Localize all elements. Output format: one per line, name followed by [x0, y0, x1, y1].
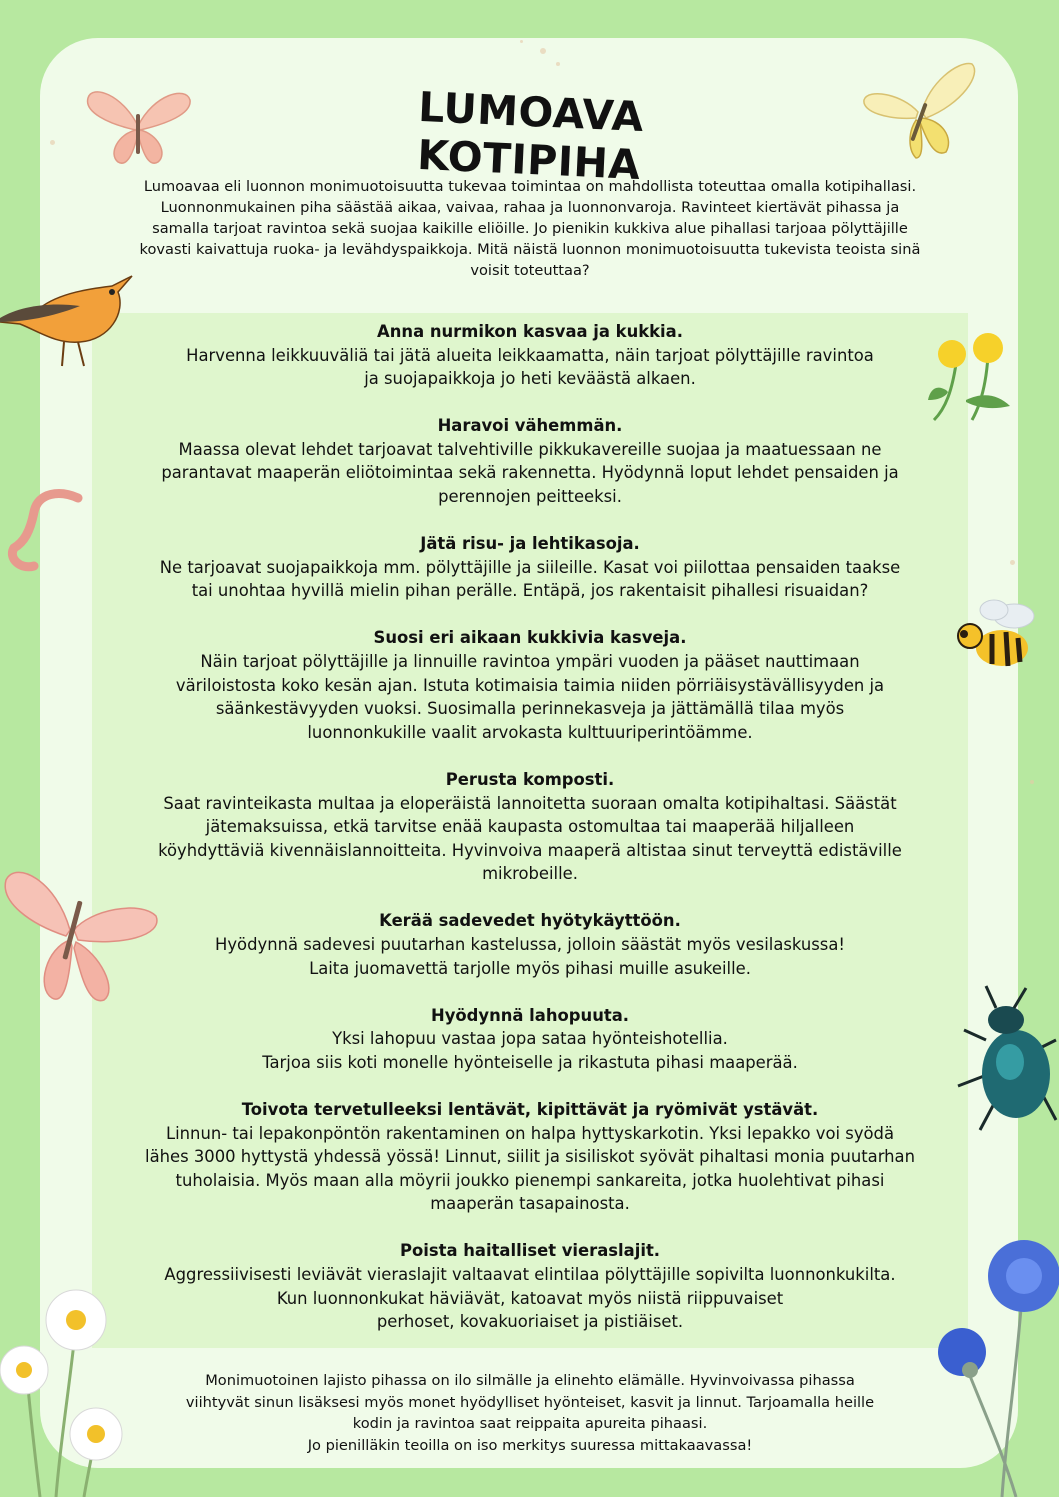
butterfly-icon	[82, 84, 194, 170]
tip-line: ja suojapaikkoja jo heti keväästä alkaen.	[364, 369, 696, 389]
tip-section	[110, 909, 950, 980]
yellow-butterfly-icon	[858, 54, 982, 166]
closing-line: Jo pienilläkin teoilla on iso merkitys suuressa mittakaavassa!	[307, 1436, 753, 1454]
tip-line: Saat ravinteikasta multaa ja eloperäistä lannoitetta suoraan omalta kotipihaltasi. Säästät	[163, 793, 897, 813]
tip-line: Linnun- tai lepakonpöntön rakentaminen on halpa hyttyskarkotin. Yksi lepakko voi syödä	[165, 1123, 894, 1143]
beetle-icon	[956, 980, 1059, 1150]
tip-line: väriloistosta koko kesän ajan. Istuta kotimaisia taimia niiden pörriäisystävällisyyden ja	[175, 675, 885, 695]
speck	[520, 40, 523, 43]
tip-line: köyhdyttäviä kivennäislannoitteita. Hyvinvoiva maaperä altistaa sinut terveyttä edistäville	[158, 840, 902, 860]
tip-line: Ne tarjoavat suojapaikkoja mm. pölyttäjille ja siileille. Kasat voi piilottaa pensaiden taakse	[159, 557, 901, 577]
tip-line: Aggressiivisesti leviävät vieraslajit valtaavat elintilaa pölyttäjille sopivilta luonnonkukilta.	[164, 1265, 896, 1284]
tip-line: säänkestävyyden vuoksi. Suosimalla perinnekasveja ja jättämällä tilaa myös	[215, 699, 845, 719]
tip-line: maaperän tasapainosta.	[430, 1194, 630, 1214]
tip-line: tuholaisia. Myös maan alla möyrii joukko pienempi sankareita, jotka huolehtivat pihasi	[175, 1170, 885, 1190]
tips-list	[110, 320, 950, 1357]
tip-line: luonnonkukille vaalit arvokasta kulttuuriperintöämme.	[307, 722, 753, 742]
closing-line: Monimuotoinen lajisto pihassa on ilo silmälle ja elinehto elämälle. Hyvinvoivassa pihassa	[205, 1372, 855, 1389]
tip-section	[110, 1004, 950, 1075]
page-title: LUMOAVA KOTIPIHA	[416, 82, 645, 190]
closing-text	[140, 1370, 920, 1456]
tip-heading: Suosi eri aikaan kukkivia kasveja.	[373, 628, 687, 648]
tip-section	[110, 320, 950, 391]
tip-section	[110, 1098, 950, 1216]
tip-section	[110, 626, 950, 744]
tip-line: perennojen peitteeksi.	[438, 487, 622, 507]
tip-line: tai unohtaa hyvillä mielin pihan perälle. Entäpä, jos rakentaisit pihallesi risuaidan?	[191, 581, 869, 601]
tip-section	[110, 532, 950, 603]
tip-line: Yksi lahopuu vastaa jopa sataa hyönteishotellia.	[332, 1029, 728, 1049]
tip-section	[110, 414, 950, 508]
tip-line: Näin tarjoat pölyttäjille ja linnuille ravintoa ympäri vuoden ja pääset nauttimaan	[200, 652, 860, 672]
tip-line: Laita juomavettä tarjolle myös pihasi muille asukeille.	[309, 958, 751, 978]
tip-heading: Perusta komposti.	[445, 769, 615, 789]
tip-line: Harvenna leikkuuväliä tai jätä alueita leikkaamatta, näin tarjoat pölyttäjille ravintoa	[186, 345, 874, 365]
intro-text: Lumoavaa eli luonnon monimuotoisuutta tukevaa toimintaa on mahdollista toteuttaa omalla kotipihallasi. Luonnonmukainen piha säästää aikaa, vaivaa, rahaa ja luonnonvaroja. Ravinteet kiertävät pihassa ja samalla tarjoat ravintoa sekä suojaa kaikille eliöille. Jo pienikin kukkiva alue pihallasi tarjoaa pölyttäjille kovasti kaivattuja ruoka- ja levähdyspaikkoja. Mitä näistä luonnon monimuotoisuutta tukevista teoista sinä voisit toteuttaa?	[139, 178, 921, 279]
closing-line: viihtyvät sinun lisäksesi myös monet hyödylliset hyönteiset, kasvit ja linnut. Tarjoamalla heille	[185, 1393, 875, 1411]
tip-heading: Anna nurmikon kasvaa ja kukkia.	[377, 322, 683, 341]
tip-heading: Hyödynnä lahopuuta.	[431, 1005, 629, 1025]
speck	[556, 62, 560, 66]
tip-line: perhoset, kovakuoriaiset ja pistiäiset.	[376, 1312, 684, 1332]
tip-line: Kun luonnonkukat häviävät, katoavat myös niistä riippuvaiset	[276, 1288, 784, 1308]
speck	[1030, 780, 1034, 784]
speck	[50, 140, 55, 145]
tip-section	[110, 768, 950, 886]
tip-line: Maassa olevat lehdet tarjoavat talvehtiville pikkukavereille suojaa ja maatuessaan ne	[178, 439, 882, 459]
tip-heading: Jätä risu- ja lehtikasoja.	[420, 534, 640, 554]
tip-line: parantavat maaperän eliötoimintaa sekä rakennetta. Hyödynnä loput lehdet pensaiden ja	[161, 463, 899, 483]
tip-heading: Haravoi vähemmän.	[437, 416, 623, 436]
tip-heading: Toivota tervetulleeksi lentävät, kipittävät ja ryömivät ystävät.	[241, 1099, 819, 1119]
tip-line: jätemaksuissa, etkä tarvitse enää kaupasta ostomultaa tai maaperää hiljalleen	[205, 817, 855, 837]
tip-section	[110, 1239, 950, 1333]
bee-icon	[948, 594, 1040, 678]
tip-line: Hyödynnä sadevesi puutarhan kastelussa, jolloin säästät myös vesilaskussa!	[215, 934, 845, 954]
tip-line: mikrobeille.	[482, 864, 578, 884]
tip-line: lähes 3000 hyttystä yhdessä yössä! Linnut, siilit ja sisiliskot syövät pihaltasi monia puutarhan	[145, 1147, 915, 1167]
speck	[540, 48, 546, 54]
worm-icon	[4, 488, 84, 574]
tip-line: Tarjoa siis koti monelle hyönteiselle ja rikastuta pihasi maaperää.	[262, 1052, 798, 1072]
tip-heading: Poista haitalliset vieraslajit.	[399, 1241, 661, 1261]
tip-heading: Kerää sadevedet hyötykäyttöön.	[379, 911, 681, 931]
speck	[1010, 560, 1015, 565]
closing-line: kodin ja ravintoa saat reippaita apureita pihaasi.	[352, 1415, 708, 1432]
